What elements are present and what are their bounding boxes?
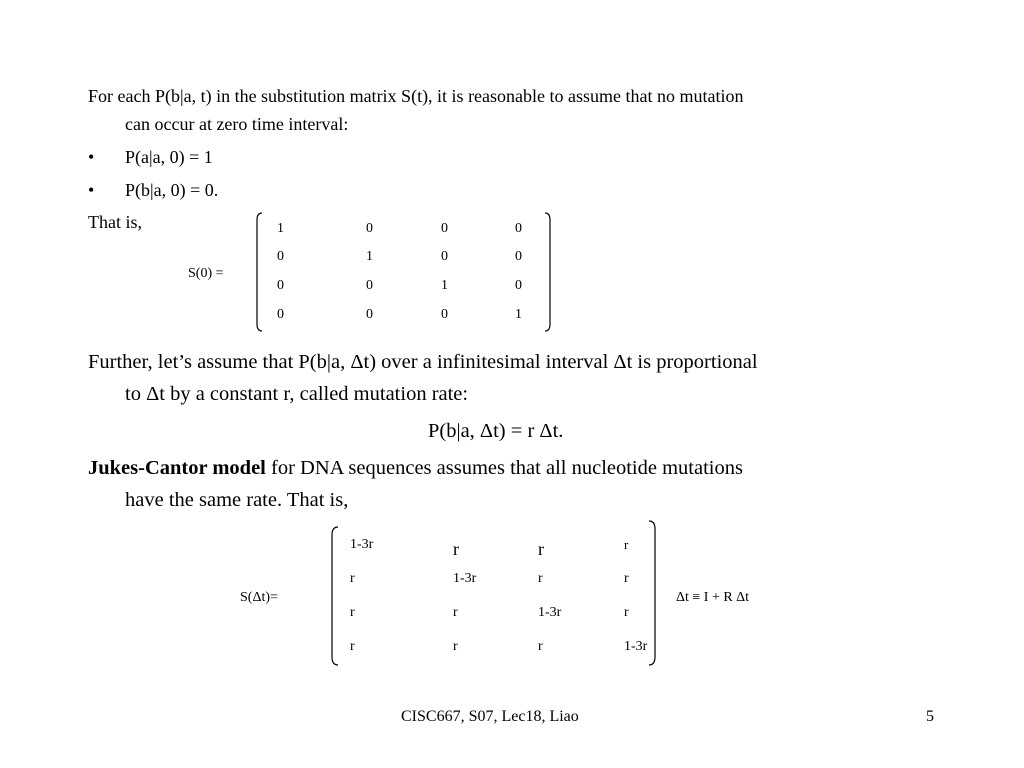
that-is-text: That is,: [88, 212, 142, 232]
matrix-dt-cell: r: [538, 571, 543, 586]
matrix0-cell: 0: [277, 249, 284, 264]
jukes-line-1: [88, 457, 743, 480]
page-number: 5: [926, 708, 934, 725]
footer-course-label: CISC667, S07, Lec18, Liao: [401, 708, 579, 725]
matrix0-right-bracket-icon: [543, 212, 557, 332]
bullet-marker: •: [88, 180, 95, 200]
matrix-dt-cell: r: [538, 639, 543, 654]
matrix0-label: S(0) =: [188, 266, 224, 281]
matrix-dt-cell: 1-3r: [538, 605, 562, 620]
matrix0-cell: 1: [277, 221, 284, 236]
matrix-dt-cell: 1-3r: [453, 571, 477, 586]
matrix0-cell: 1: [366, 249, 373, 264]
matrix0-cell: 0: [277, 278, 284, 293]
matrix0-cell: 0: [366, 307, 373, 322]
further-line-1: Further, let’s assume that P(b|a, Δt) over a infinitesimal interval Δt is proportional: [88, 351, 758, 373]
matrix-dt-cell: r: [350, 639, 355, 654]
matrix-dt-label: S(Δt)=: [240, 590, 278, 605]
matrix0-cell: 0: [366, 278, 373, 293]
matrix0-cell: 0: [515, 249, 522, 264]
matrix-dt-right-bracket-icon: [647, 520, 663, 666]
matrix-dt-cell: 1-3r: [624, 639, 648, 654]
matrix0-left-bracket-icon: [250, 212, 264, 332]
matrix-dt-cell: r: [624, 605, 629, 620]
matrix-dt-cell: r: [453, 639, 458, 654]
matrix0-cell: 0: [441, 307, 448, 322]
intro-line-1: For each P(b|a, t) in the substitution matrix S(t), it is reasonable to assume that no mutation: [88, 86, 744, 106]
matrix-dt-cell: r: [453, 539, 459, 559]
bullet-text: P(a|a, 0) = 1: [125, 147, 213, 167]
matrix-dt-cell: r: [350, 571, 355, 586]
matrix0-cell: 0: [277, 307, 284, 322]
matrix0-cell: 0: [515, 278, 522, 293]
matrix-dt-cell: r: [453, 605, 458, 620]
matrix0-cell: 1: [441, 278, 448, 293]
bullet-marker: •: [88, 147, 95, 167]
matrix-dt-suffix: Δt ≡ I + R Δt: [676, 590, 750, 605]
jukes-cantor-term: Jukes-Cantor model: [88, 457, 266, 479]
matrix0-cell: 0: [366, 221, 373, 236]
matrix0-cell: 0: [515, 221, 522, 236]
jukes-line-1-rest: for DNA sequences assumes that all nucleotide mutations: [265, 457, 743, 479]
matrix0-cell: 1: [515, 307, 522, 322]
matrix-dt-cell: 1-3r: [350, 537, 374, 552]
bullet-text: P(b|a, 0) = 0.: [125, 180, 219, 200]
matrix-dt-cell: r: [624, 537, 629, 552]
matrix-dt-left-bracket-icon: [324, 526, 340, 666]
further-line-2: to Δt by a constant r, called mutation rate:: [125, 383, 469, 405]
intro-line-2: can occur at zero time interval:: [125, 114, 349, 134]
matrix-dt-cell: r: [350, 605, 355, 620]
matrix-dt-cell: r: [624, 571, 629, 586]
rate-equation: P(b|a, Δt) = r Δt.: [428, 420, 564, 442]
jukes-line-2: have the same rate. That is,: [125, 489, 349, 511]
matrix-dt-cell: r: [538, 539, 544, 559]
matrix0-cell: 0: [441, 221, 448, 236]
matrix0-cell: 0: [441, 249, 448, 264]
